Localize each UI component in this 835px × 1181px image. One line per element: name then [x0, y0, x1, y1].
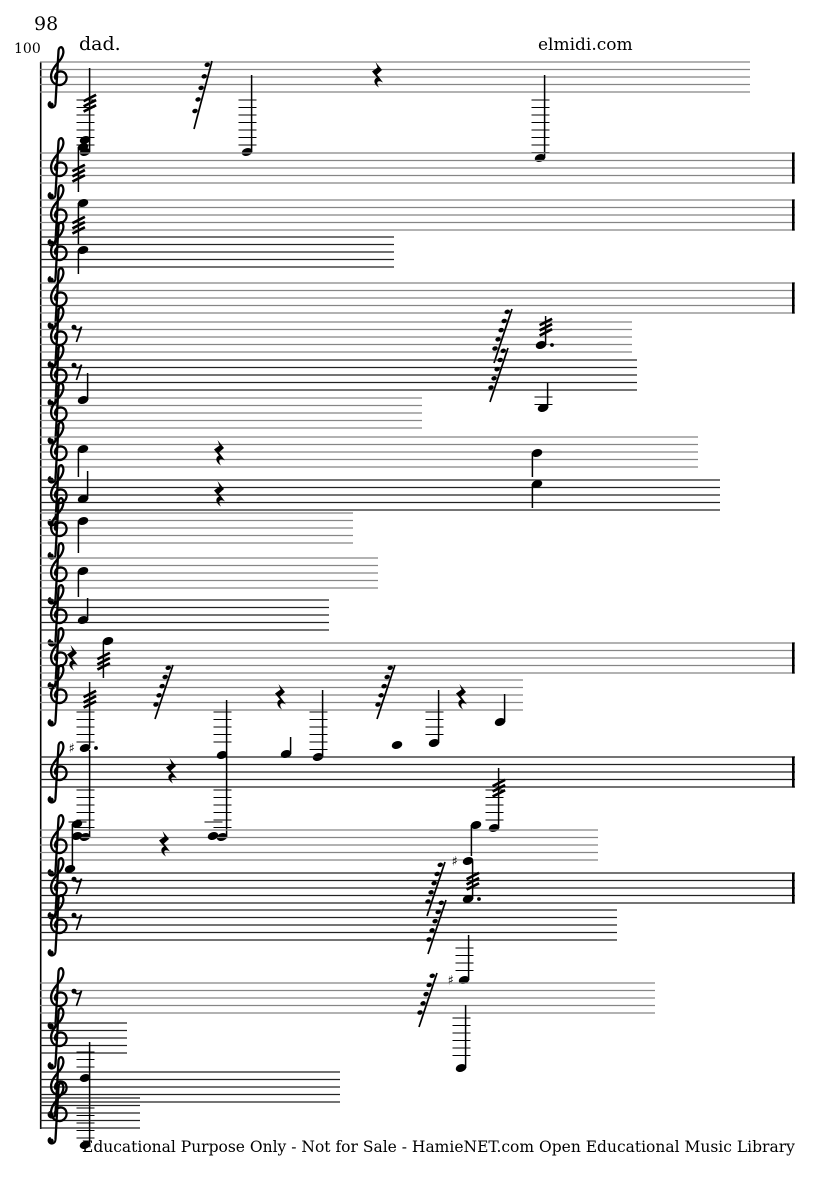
note [77, 1042, 95, 1150]
note [535, 383, 553, 413]
end-barline [792, 282, 795, 313]
note [77, 750, 95, 842]
staff-16 [40, 700, 795, 842]
note [280, 737, 293, 759]
sharp-accidental-icon: ♯ [68, 741, 75, 757]
staff-17 [40, 815, 598, 875]
staff-4 [40, 222, 394, 282]
end-barline [792, 642, 795, 673]
note [310, 690, 328, 762]
note [69, 682, 98, 757]
note [69, 819, 87, 870]
staff-12 [40, 543, 378, 603]
augmentation-dot-icon [477, 897, 481, 901]
note [77, 598, 90, 625]
footer-text: Educational Purpose Only - Not for Sale - HamieNET.com Open Educational Music Library [82, 1138, 795, 1156]
note [214, 700, 232, 842]
staff-13 [40, 585, 329, 645]
staff-15 [40, 665, 523, 762]
eighth-rest-icon [72, 877, 82, 894]
augmentation-dot-icon [550, 343, 554, 347]
note [494, 694, 507, 727]
eighth-rest-icon [72, 363, 82, 380]
note [452, 855, 481, 905]
watermark-text: elmidi.com [538, 35, 633, 55]
note [531, 479, 544, 508]
staff-6 [40, 307, 632, 367]
eighth-rest-icon [72, 913, 82, 930]
note [535, 316, 554, 350]
end-barline [792, 199, 795, 230]
staff-20 [40, 968, 655, 1073]
grace-run [425, 862, 445, 916]
quarter-rest-icon [214, 440, 225, 466]
note [77, 516, 90, 553]
staff-22 [40, 1042, 340, 1150]
staff-1 [40, 47, 750, 163]
sharp-accidental-icon: ♯ [451, 854, 458, 870]
note [532, 75, 550, 163]
note [486, 768, 506, 833]
grace-run [417, 973, 437, 1027]
staff-7 [40, 345, 637, 413]
end-barline [792, 152, 795, 183]
staff-19 [40, 895, 617, 988]
grace-run [492, 309, 512, 363]
staff-5 [40, 268, 795, 328]
eighth-rest-icon [72, 989, 82, 1006]
sharp-accidental-icon: ♯ [447, 973, 454, 989]
page-number: 98 [34, 13, 59, 35]
augmentation-dot-icon [94, 746, 98, 750]
note [97, 636, 114, 678]
note [453, 1005, 471, 1073]
note [239, 75, 257, 157]
note [391, 740, 404, 751]
staff-18 [40, 855, 795, 919]
note [77, 566, 90, 597]
note [77, 373, 90, 405]
end-barline [792, 872, 795, 903]
staff-9 [40, 422, 698, 482]
end-barline [792, 756, 795, 787]
note [426, 690, 444, 748]
staff-10 [40, 465, 720, 525]
staff-8 [40, 373, 422, 444]
note [72, 198, 89, 245]
lyric-text: dad. [79, 33, 121, 55]
note [448, 935, 474, 989]
staff-11 [40, 498, 353, 558]
note [531, 448, 544, 477]
quarter-rest-icon [372, 62, 383, 88]
staff-2 [40, 138, 795, 198]
eighth-rest-icon [72, 325, 82, 342]
measure-number: 100 [14, 41, 41, 57]
grace-run [426, 900, 446, 954]
grace-run [192, 61, 212, 129]
